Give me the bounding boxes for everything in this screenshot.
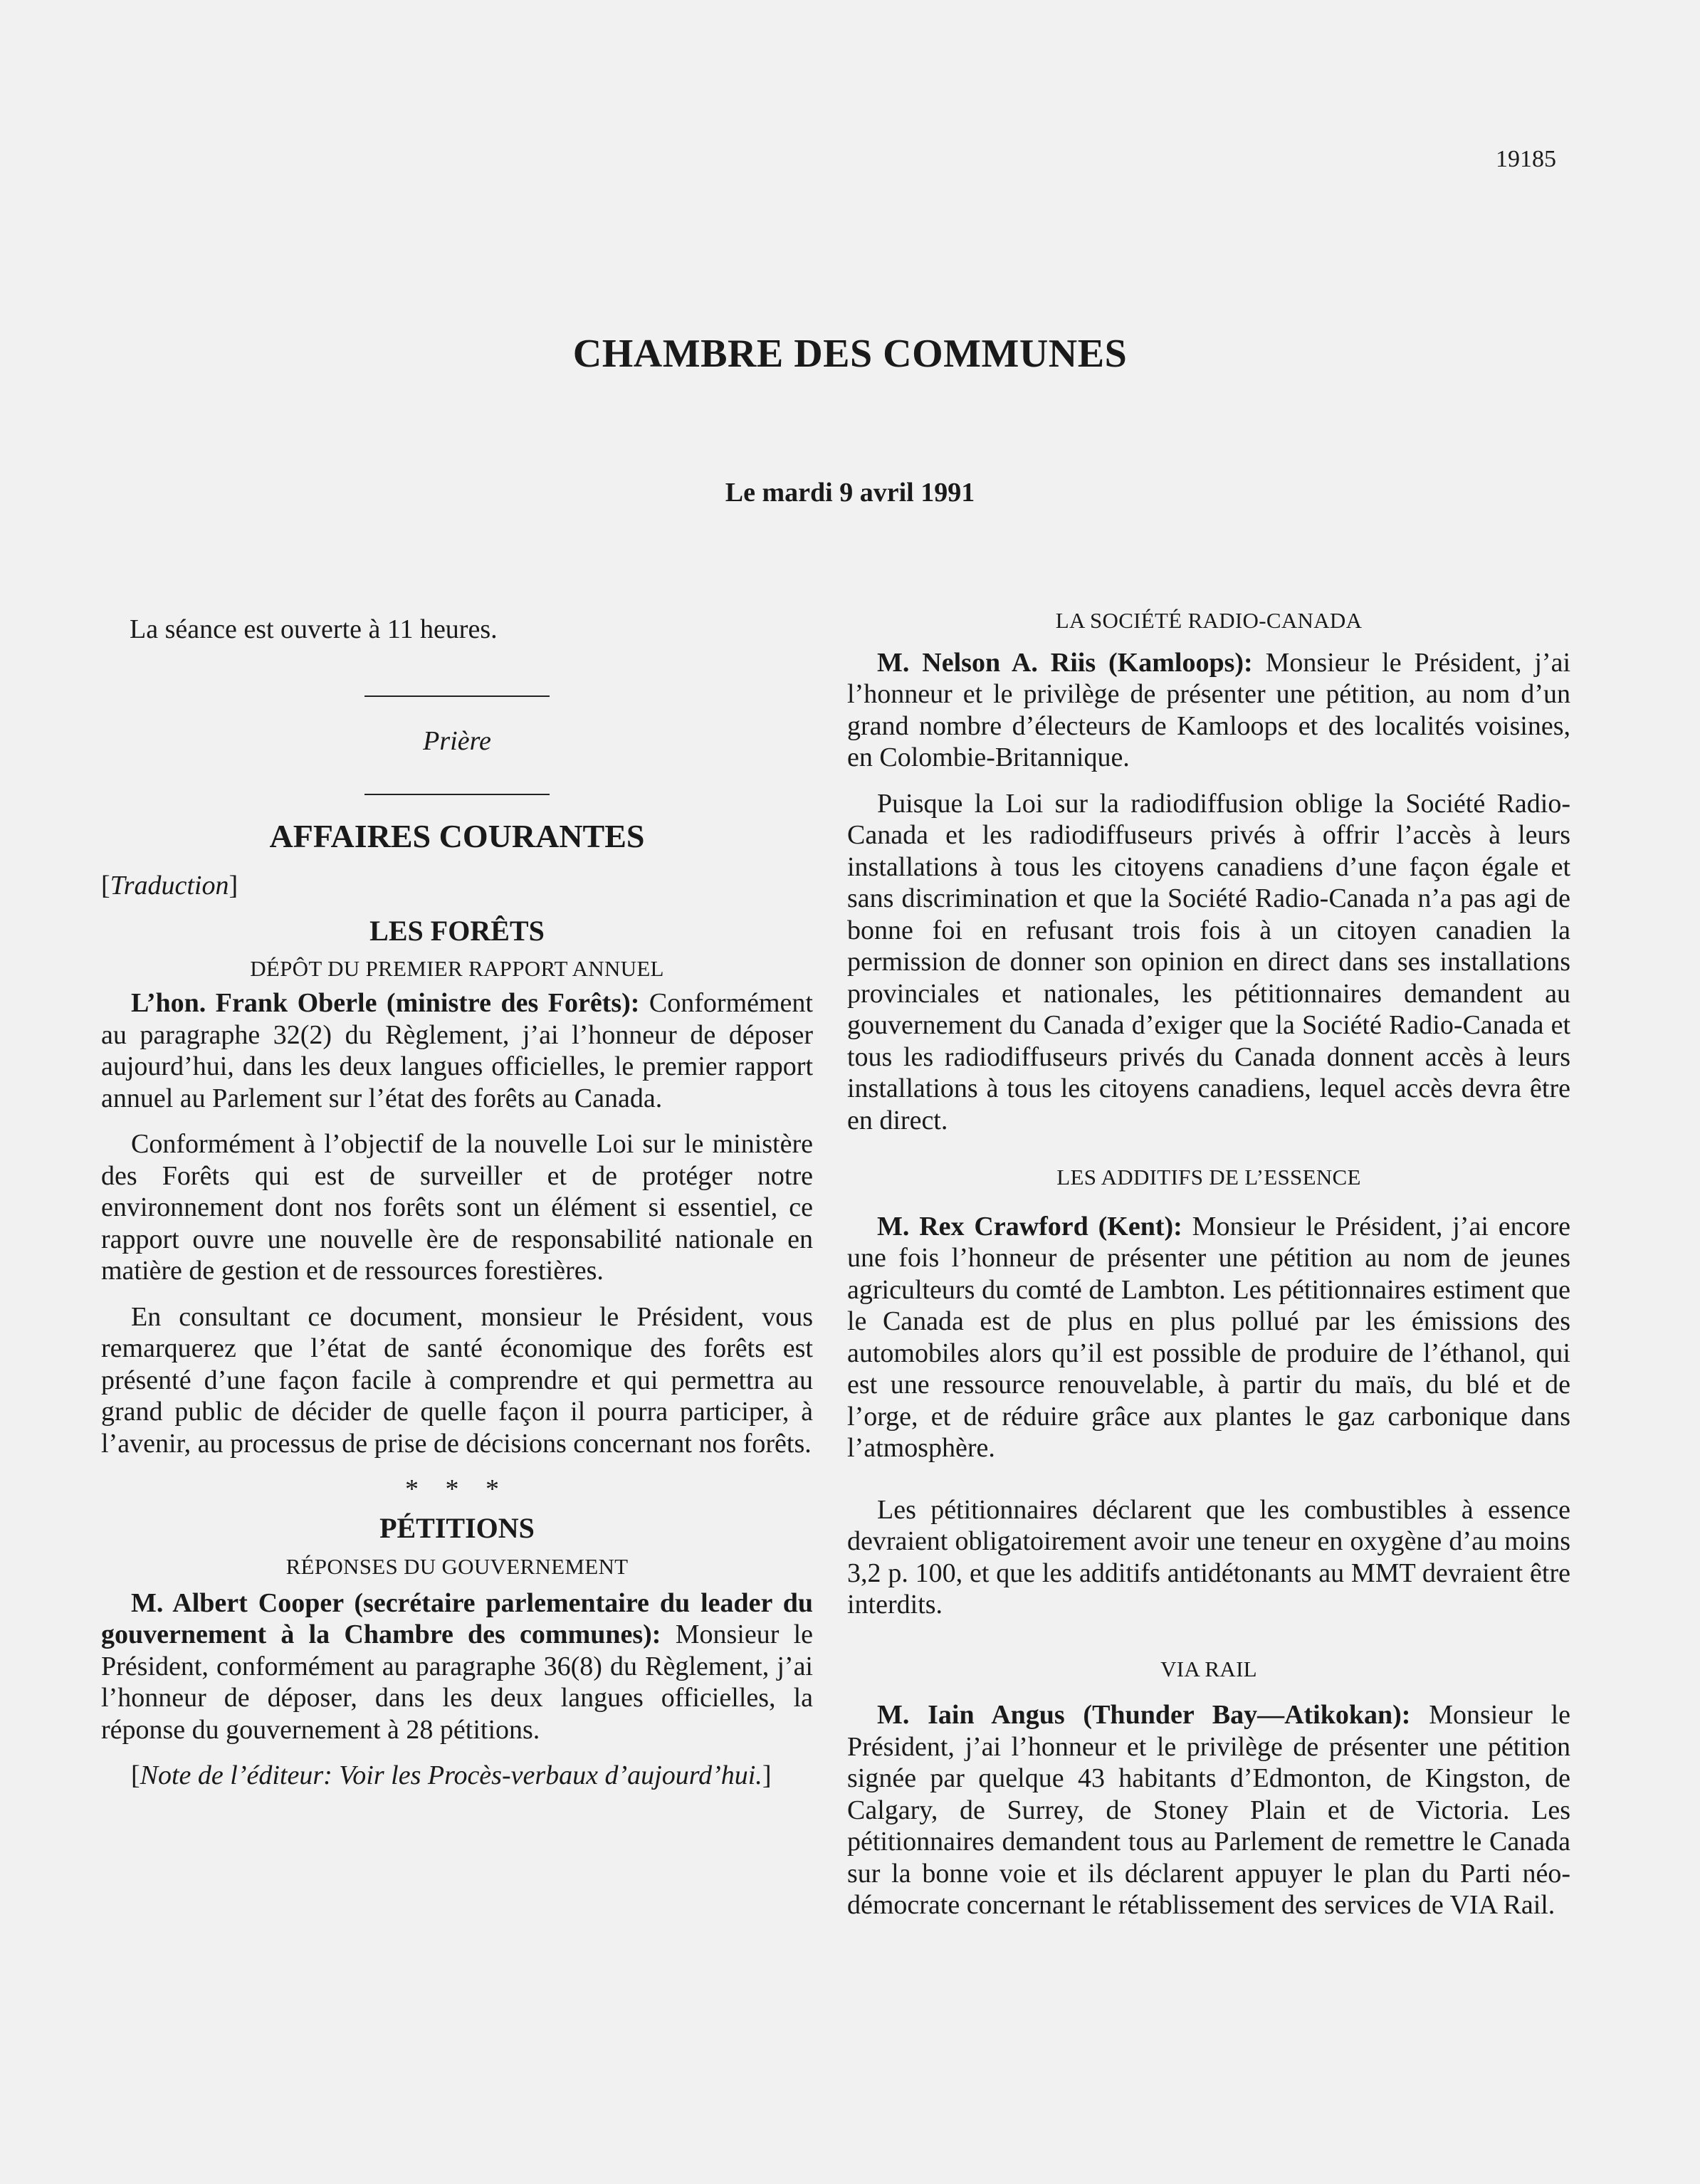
- translation-note: [Traduction]: [101, 870, 238, 901]
- left-column: [101, 605, 813, 1792]
- paragraph-oberle: [101, 987, 813, 1114]
- paragraph-cooper: [101, 1587, 813, 1746]
- speaker-riis: M. Nelson A. Riis (Kamloops):: [877, 647, 1253, 678]
- subheading-reponses-gouvernement: RÉPONSES DU GOUVERNEMENT: [285, 1554, 629, 1579]
- paragraph-crawford: [847, 1211, 1570, 1464]
- prayer-label: Prière: [423, 725, 491, 756]
- heading-petitions: PÉTITIONS: [379, 1511, 535, 1544]
- section-separator-stars: * * *: [405, 1474, 509, 1504]
- paragraph-objectif: Conformément à l’objectif de la nouvelle Loi sur le ministère des Forêts qui est de surveiller et de protéger notre environnement dont nos forêts sont un élément si essentiel, ce rapport ouvre une nouvelle ère de responsabilité nationale en matière de gestion et de ressources forestières.: [101, 1129, 813, 1286]
- text-cooper: Monsieur le Président, conformément au paragraphe 36(8) du Règlement, j’ai l’honneur de déposer, dans les deux langues officielles, la réponse du gouvernement à 28 pétitions.: [101, 1619, 813, 1745]
- opening-line: La séance est ouverte à 11 heures.: [130, 614, 498, 644]
- session-date: Le mardi 9 avril 1991: [725, 478, 975, 508]
- heading-radio-canada: LA SOCIÉTÉ RADIO-CANADA: [1055, 608, 1363, 633]
- editor-note: [Note de l’éditeur: Voir les Procès-verbaux d’aujourd’hui.]: [131, 1760, 772, 1790]
- paragraph-radiodiffusion: Puisque la Loi sur la radiodiffusion oblige la Société Radio-Canada et les radiodiffuseurs privés à offrir l’accès à leurs installations à tous les citoyens canadiens d’une façon égale et sans discrimination et que la Société Radio-Canada n’a pas agi de bonne foi en refusant trois fois à un citoyen canadien la permission de donner son opinion en direct dans ses installations provinciales et nationales, les pétitionnaires demandent au gouvernement du Canada d’exiger que la Société Radio-Canada et tous les radiodiffuseurs privés du Canada donnent accès à leurs installations à tous les citoyens canadiens, lequel accès devra être en direct.: [847, 788, 1570, 1135]
- right-column: [847, 605, 1570, 1921]
- speaker-crawford: M. Rex Crawford (Kent):: [877, 1211, 1182, 1241]
- page-title: CHAMBRE DES COMMUNES: [572, 332, 1128, 376]
- speaker-angus: M. Iain Angus (Thunder Bay—Atikokan):: [877, 1700, 1411, 1730]
- divider: [364, 695, 550, 697]
- speaker-cooper: M. Albert Cooper (secrétaire parlementaire du leader du gouvernement à la Chambre des communes):: [101, 1587, 813, 1649]
- paragraph-riis: [847, 647, 1570, 774]
- text-riis: Monsieur le Président, j’ai l’honneur et le privilège de présenter une pétition, au nom d’un grand nombre d’électeurs de Kamloops et des localités voisines, en Colombie-Britannique.: [847, 647, 1571, 772]
- divider: [364, 794, 550, 795]
- text-angus: Monsieur le Président, j’ai l’honneur et le privilège de présenter une pétition signée par quelque 43 habitants d’Edmonton, de Kingston, de Calgary, de Surrey, de Stoney Plain et de Victoria. Les pétitionnaires demandent tous au Parlement de remettre le Canada sur la bonne voie et ils déclarent appuyer le plan du Parti néo-démocrate concernant le rétablissement des services de VIA Rail.: [847, 1700, 1571, 1920]
- subheading-depot-rapport: DÉPÔT DU PREMIER RAPPORT ANNUEL: [250, 955, 664, 981]
- paragraph-combustibles: Les pétitionnaires déclarent que les combustibles à essence devraient obligatoirement avoir une teneur en oxygène d’au moins 3,2 p. 100, et que les additifs antidétonants au MMT devraient être interdits.: [847, 1494, 1570, 1619]
- text-oberle: Conformément au paragraphe 32(2) du Règlement, j’ai l’honneur de déposer aujourd’hui, dans les deux langues officielles, le premier rapport annuel au Parlement sur l’état des forêts au Canada.: [101, 988, 813, 1113]
- section-heading-affaires-courantes: AFFAIRES COURANTES: [269, 818, 645, 854]
- text-crawford: Monsieur le Président, j’ai encore une fois l’honneur de présenter une pétition au nom de jeunes agriculteurs du comté de Lambton. Les pétitionnaires estiment que le Canada est de plus en plus pollué par les émissions des automobiles alors qu’il est possible de produire de l’éthanol, qui est une ressource renouvelable, à partir du maïs, du blé et de l’orge, et de réduire grâce aux plantes le gaz carbonique dans l’atmosphère.: [847, 1211, 1570, 1463]
- heading-additifs-essence: LES ADDITIFS DE L’ESSENCE: [1056, 1165, 1361, 1190]
- translation-note-text: Traduction: [110, 870, 229, 901]
- page-number: 19185: [1496, 146, 1556, 172]
- speaker-oberle: L’hon. Frank Oberle (ministre des Forêts):: [131, 988, 640, 1018]
- paragraph-angus: [847, 1699, 1570, 1921]
- editor-note-text: Note de l’éditeur: Voir les Procès-verbaux d’aujourd’hui.: [140, 1760, 762, 1790]
- heading-les-forets: LES FORÊTS: [369, 915, 545, 947]
- heading-via-rail: VIA RAIL: [1160, 1656, 1257, 1681]
- paragraph-consultant: En consultant ce document, monsieur le Président, vous remarquerez que l’état de santé économique des forêts est présenté d’une façon facile à comprendre et qui permettra au grand public de décider de quelle façon il pourra participer, à l’avenir, au processus de prise de décisions concernant nos forêts.: [101, 1301, 813, 1459]
